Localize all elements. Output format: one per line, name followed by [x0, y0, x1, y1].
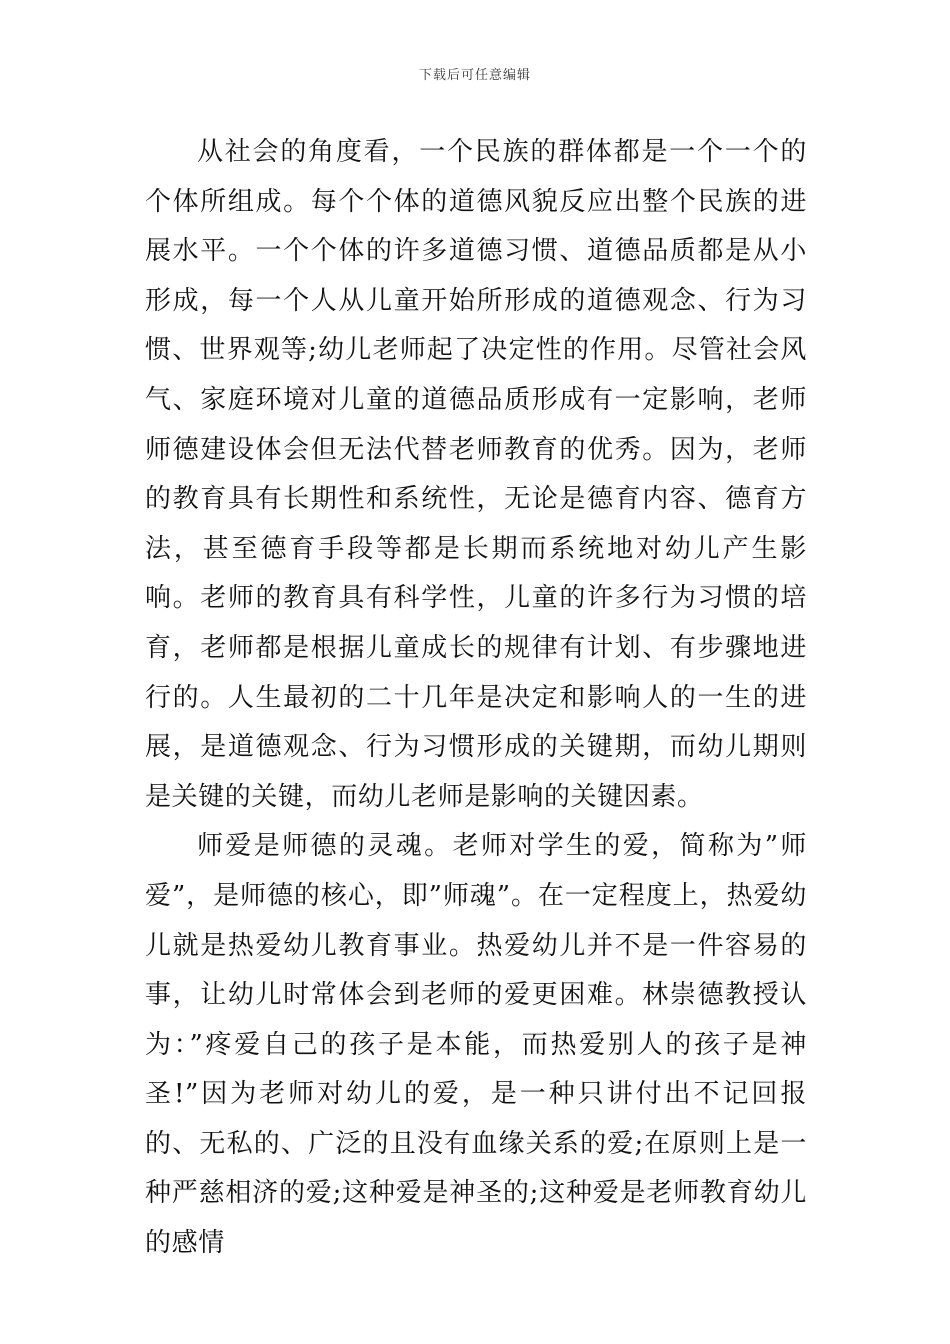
paragraph-2: 师爱是师德的灵魂。老师对学生的爱，简称为”师爱”，是师德的核心，即”师魂”。在一定程度上，热爱幼儿就是热爱幼儿教育事业。热爱幼儿并不是一件容易的事，让幼儿时常体会到老师的爱更困难。林崇德教授认为：”疼爱自己的孩子是本能，而热爱别人的孩子是神圣!”因为老师对幼儿的爱，是一种只讲付出不记回报的、无私的、广泛的且没有血缘关系的爱;在原则上是一种严慈相济的爱;这种爱是神圣的;这种爱是老师教育幼儿的感情 — [145, 831, 807, 1259]
document-body — [145, 128, 807, 1269]
page-header-note: 下载后可任意编辑 — [418, 68, 531, 83]
paragraph-1: 从社会的角度看，一个民族的群体都是一个一个的个体所组成。每个个体的道德风貌反应出整个民族的进展水平。一个个体的许多道德习惯、道德品质都是从小形成，每一个人从儿童开始所形成的道德观念、行为习惯、世界观等;幼儿老师起了决定性的作用。尽管社会风气、家庭环境对儿童的道德品质形成有一定影响，老师师德建设体会但无法代替老师教育的优秀。因为，老师的教育具有长期性和系统性，无论是德育内容、德育方法，甚至德育手段等都是长期而系统地对幼儿产生影响。老师的教育具有科学性，儿童的许多行为习惯的培育，老师都是根据儿童成长的规律有计划、有步骤地进行的。人生最初的二十几年是决定和影响人的一生的进展，是道德观念、行为习惯形成的关键期，而幼儿期则是关键的关键，而幼儿老师是影响的关键因素。 — [145, 137, 807, 812]
